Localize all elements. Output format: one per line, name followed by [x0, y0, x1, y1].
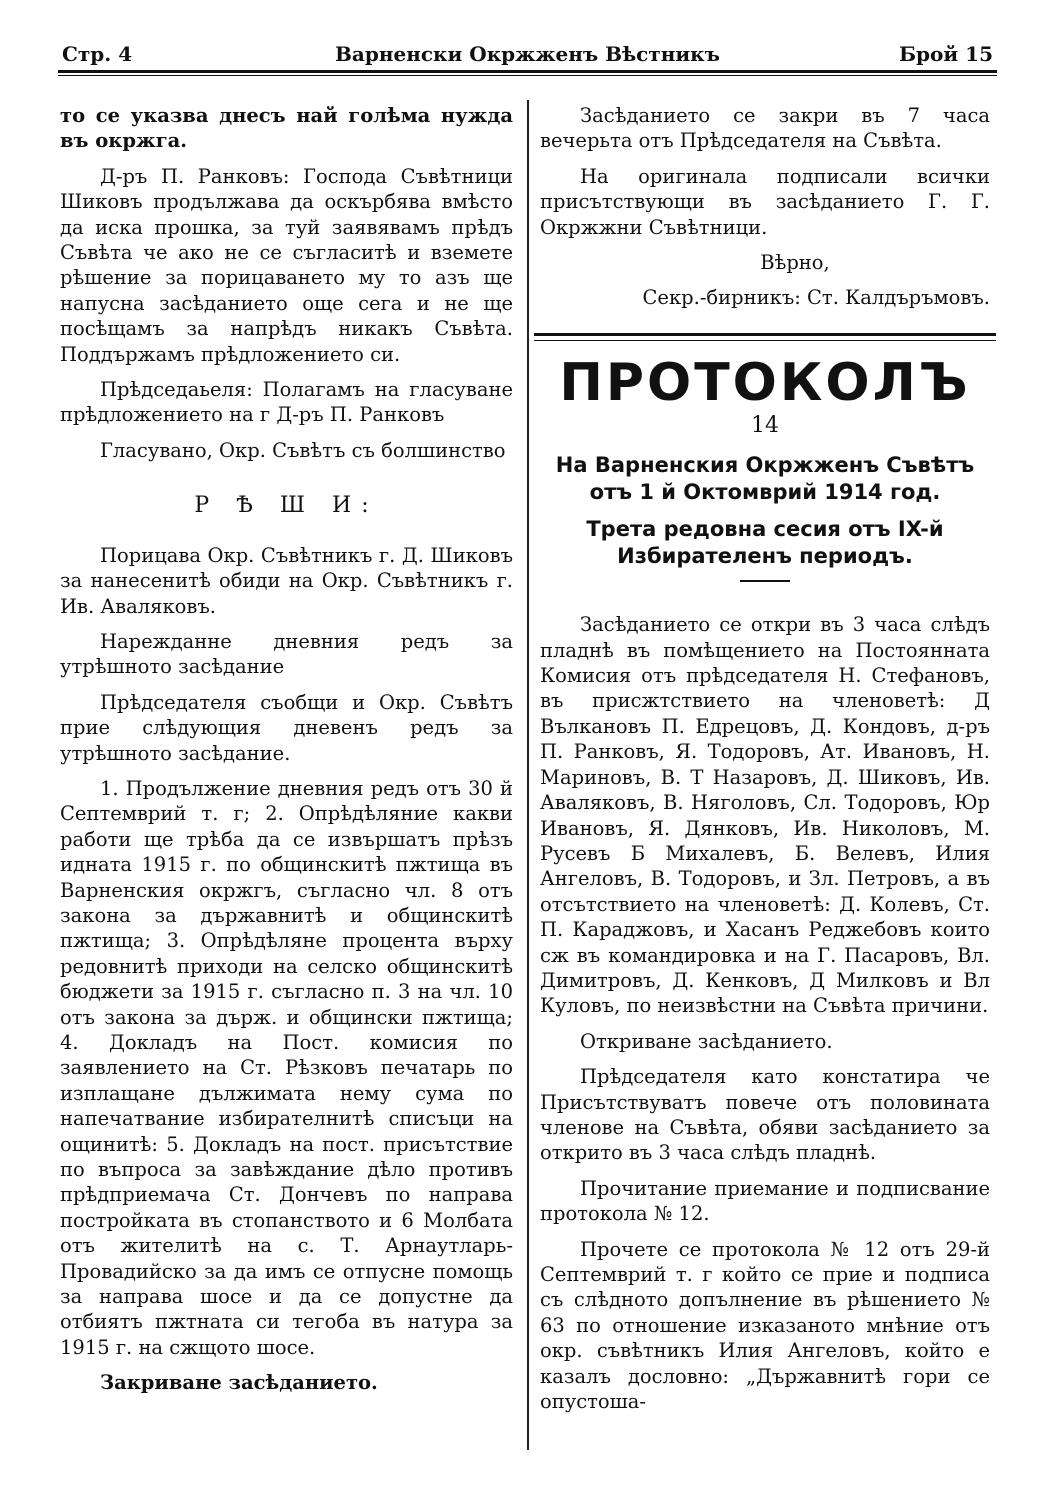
left-column	[60, 103, 513, 1406]
paragraph: Прочете се протокола № 12 отъ 29-й Септемврий т. г който се прие и подписа съ слѣдното допълнение въ рѣшението № 63 по отношение изказаното мнѣние отъ окр. съвѣтникъ Илия Ангеловъ, който е казалъ дословно: „Държавнитѣ гори се опустоша-	[540, 1237, 990, 1414]
agenda-paragraph: 1. Продължение дневния редъ отъ 30 й Септемврий т. г; 2. Опрѣдѣляние какви работи ще трѣба да се извършатъ прѣзъ идната 1915 г. по общинскитѣ пжтища въ Варненския окржгъ, съгласно чл. 8 отъ закона за държавнитѣ и общинскитѣ пжтища; 3. Опрѣдѣляне процента върху редовнитѣ приходи на селско общинскитѣ бюджети за 1915 г. съгласно п. 3 на чл. 10 отъ закона за държ. и общински пжтища; 4. Докладъ на Пост. комисия по заявлението на Ст. Рѣзковъ печатарь по изплащане дължимата нему сума по напечатвание избирателнитѣ списъци на ощинитѣ: 5. Докладъ на пост. присътствие по въпроса за завѣждание дѣло противъ прѣдприемача Ст. Дончевъ по направа постройката въ стопанството и 6 Молбата отъ жителитѣ на с. Т. Арнаутларь-Провадийско за да имъ се отпусне помощь за направа шосе и да се допустне да отбиятъ пжтната си тегоба въ натура за 1915 г. на сжщото шосе.	[60, 776, 513, 1359]
section-rule	[534, 333, 996, 341]
header-rule	[58, 70, 997, 76]
protocol-title: ПРОТОКОЛЪ	[559, 352, 971, 413]
paragraph: то се указва днесъ най голѣма нужда въ окржга.	[60, 104, 513, 153]
signature-line: Секр.-бирникъ: Ст. Калдъръмовъ.	[642, 286, 990, 310]
paragraph: Д-ръ П. Ранковъ: Господа Съвѣтници Шиковъ продължава да оскърбява вмѣсто да иска прошка, за туй заявявамъ прѣдъ Съвѣта че ако не се съгласитѣ и вземете рѣшение за порицаването му то азъ ще напусна засѣданието още сега и не ще посѣщамъ за напрѣдъ никакъ Съвѣта. Поддържамъ прѣдложението си.	[60, 164, 513, 366]
paragraph: Засѣданието се закри въ 7 часа вечерьта отъ Прѣдседателя на Съвѣта.	[540, 104, 990, 153]
paragraph: Прѣдседателя съобщи и Окр. Съвѣтъ прие слѣдующия дневенъ редъ за утрѣшното засѣдание.	[60, 690, 513, 765]
session-subtitle: Трета редовна сесия отъ IX-й Избирателенъ периодъ.	[586, 517, 944, 569]
right-column	[540, 103, 990, 1424]
page-header	[62, 42, 993, 72]
issue-number: Брой 15	[898, 42, 993, 66]
newspaper-title: Варненски Окржженъ Вѣстникъ	[335, 42, 720, 66]
paragraph: Закриване засѣданието.	[100, 1371, 378, 1395]
paragraph: Нарежданне дневния редъ за утрѣшното засѣдание	[60, 629, 513, 679]
paragraph: Порицава Окр. Съвѣтникъ г. Д. Шиковъ за нанесенитѣ обиди на Окр. Съвѣтникъ г. Ив. Аваляковъ.	[60, 543, 513, 618]
protocol-number: 14	[751, 412, 779, 438]
paragraph: На оригинала подписали всички присътствующи въ засѣданието Г. Г. Окржжни Съвѣтници.	[540, 164, 990, 239]
column-divider	[527, 100, 529, 1450]
paragraph: Прѣдседаьеля: Полагамъ на гласуване прѣдложението на г Д-ръ П. Ранковъ	[60, 378, 513, 427]
paragraph: Прѣдседателя като констатира че Присътствуватъ повече отъ половината членове на Съвѣта, обяви засѣданието за открито въ 3 часа слѣдъ пладнѣ.	[540, 1065, 990, 1165]
paragraph: Засѣданието се откри въ 3 часа слѣдъ пладнѣ въ помѣщението на Постоянната Комисия отъ прѣдседателя Н. Стефановъ, въ присжтствието на членоветѣ: Д Вълкановъ П. Едрецовъ, Д. Кондовъ, д-ръ П. Ранковъ, Я. Тодоровъ, Ат. Ивановъ, Н. Мариновъ, В. Т Назаровъ, Д. Шиковъ, Ив. Аваляковъ, В. Няголовъ, Сл. Тодоровъ, Юр Ивановъ, Я. Дянковъ, Ив. Николовъ, М. Русевъ Б Михалевъ, Б. Велевъ, Илия Ангеловъ, В. Тодоровъ, и Зл. Петровъ, а въ отсътствието на членоветѣ: Д. Колевъ, Ст. П. Караджовъ, и Хасанъ Реджебовъ които сж въ командировка и на Г. Пасаровъ, Вл. Димитровъ, Д. Кенковъ, Д Милковъ и Вл Куловъ, по неизвѣстни на Съвѣта причини.	[540, 613, 990, 1018]
paragraph: Гласувано, Окр. Съвѣтъ съ болшинство	[100, 438, 506, 462]
paragraph: Прочитание приемание и подписвание протокола № 12.	[540, 1176, 990, 1226]
protocol-subtitle: На Варненския Окржженъ Съвѣтъ отъ 1 й Октомврий 1914 год.	[555, 453, 975, 505]
page-number: Стр. 4	[62, 42, 133, 66]
short-rule	[740, 580, 790, 582]
certified-label: Вѣрно,	[760, 251, 830, 275]
paragraph: Откриване засѣданието.	[580, 1029, 833, 1053]
resolution-heading: Р Ѣ Ш И:	[194, 493, 379, 519]
